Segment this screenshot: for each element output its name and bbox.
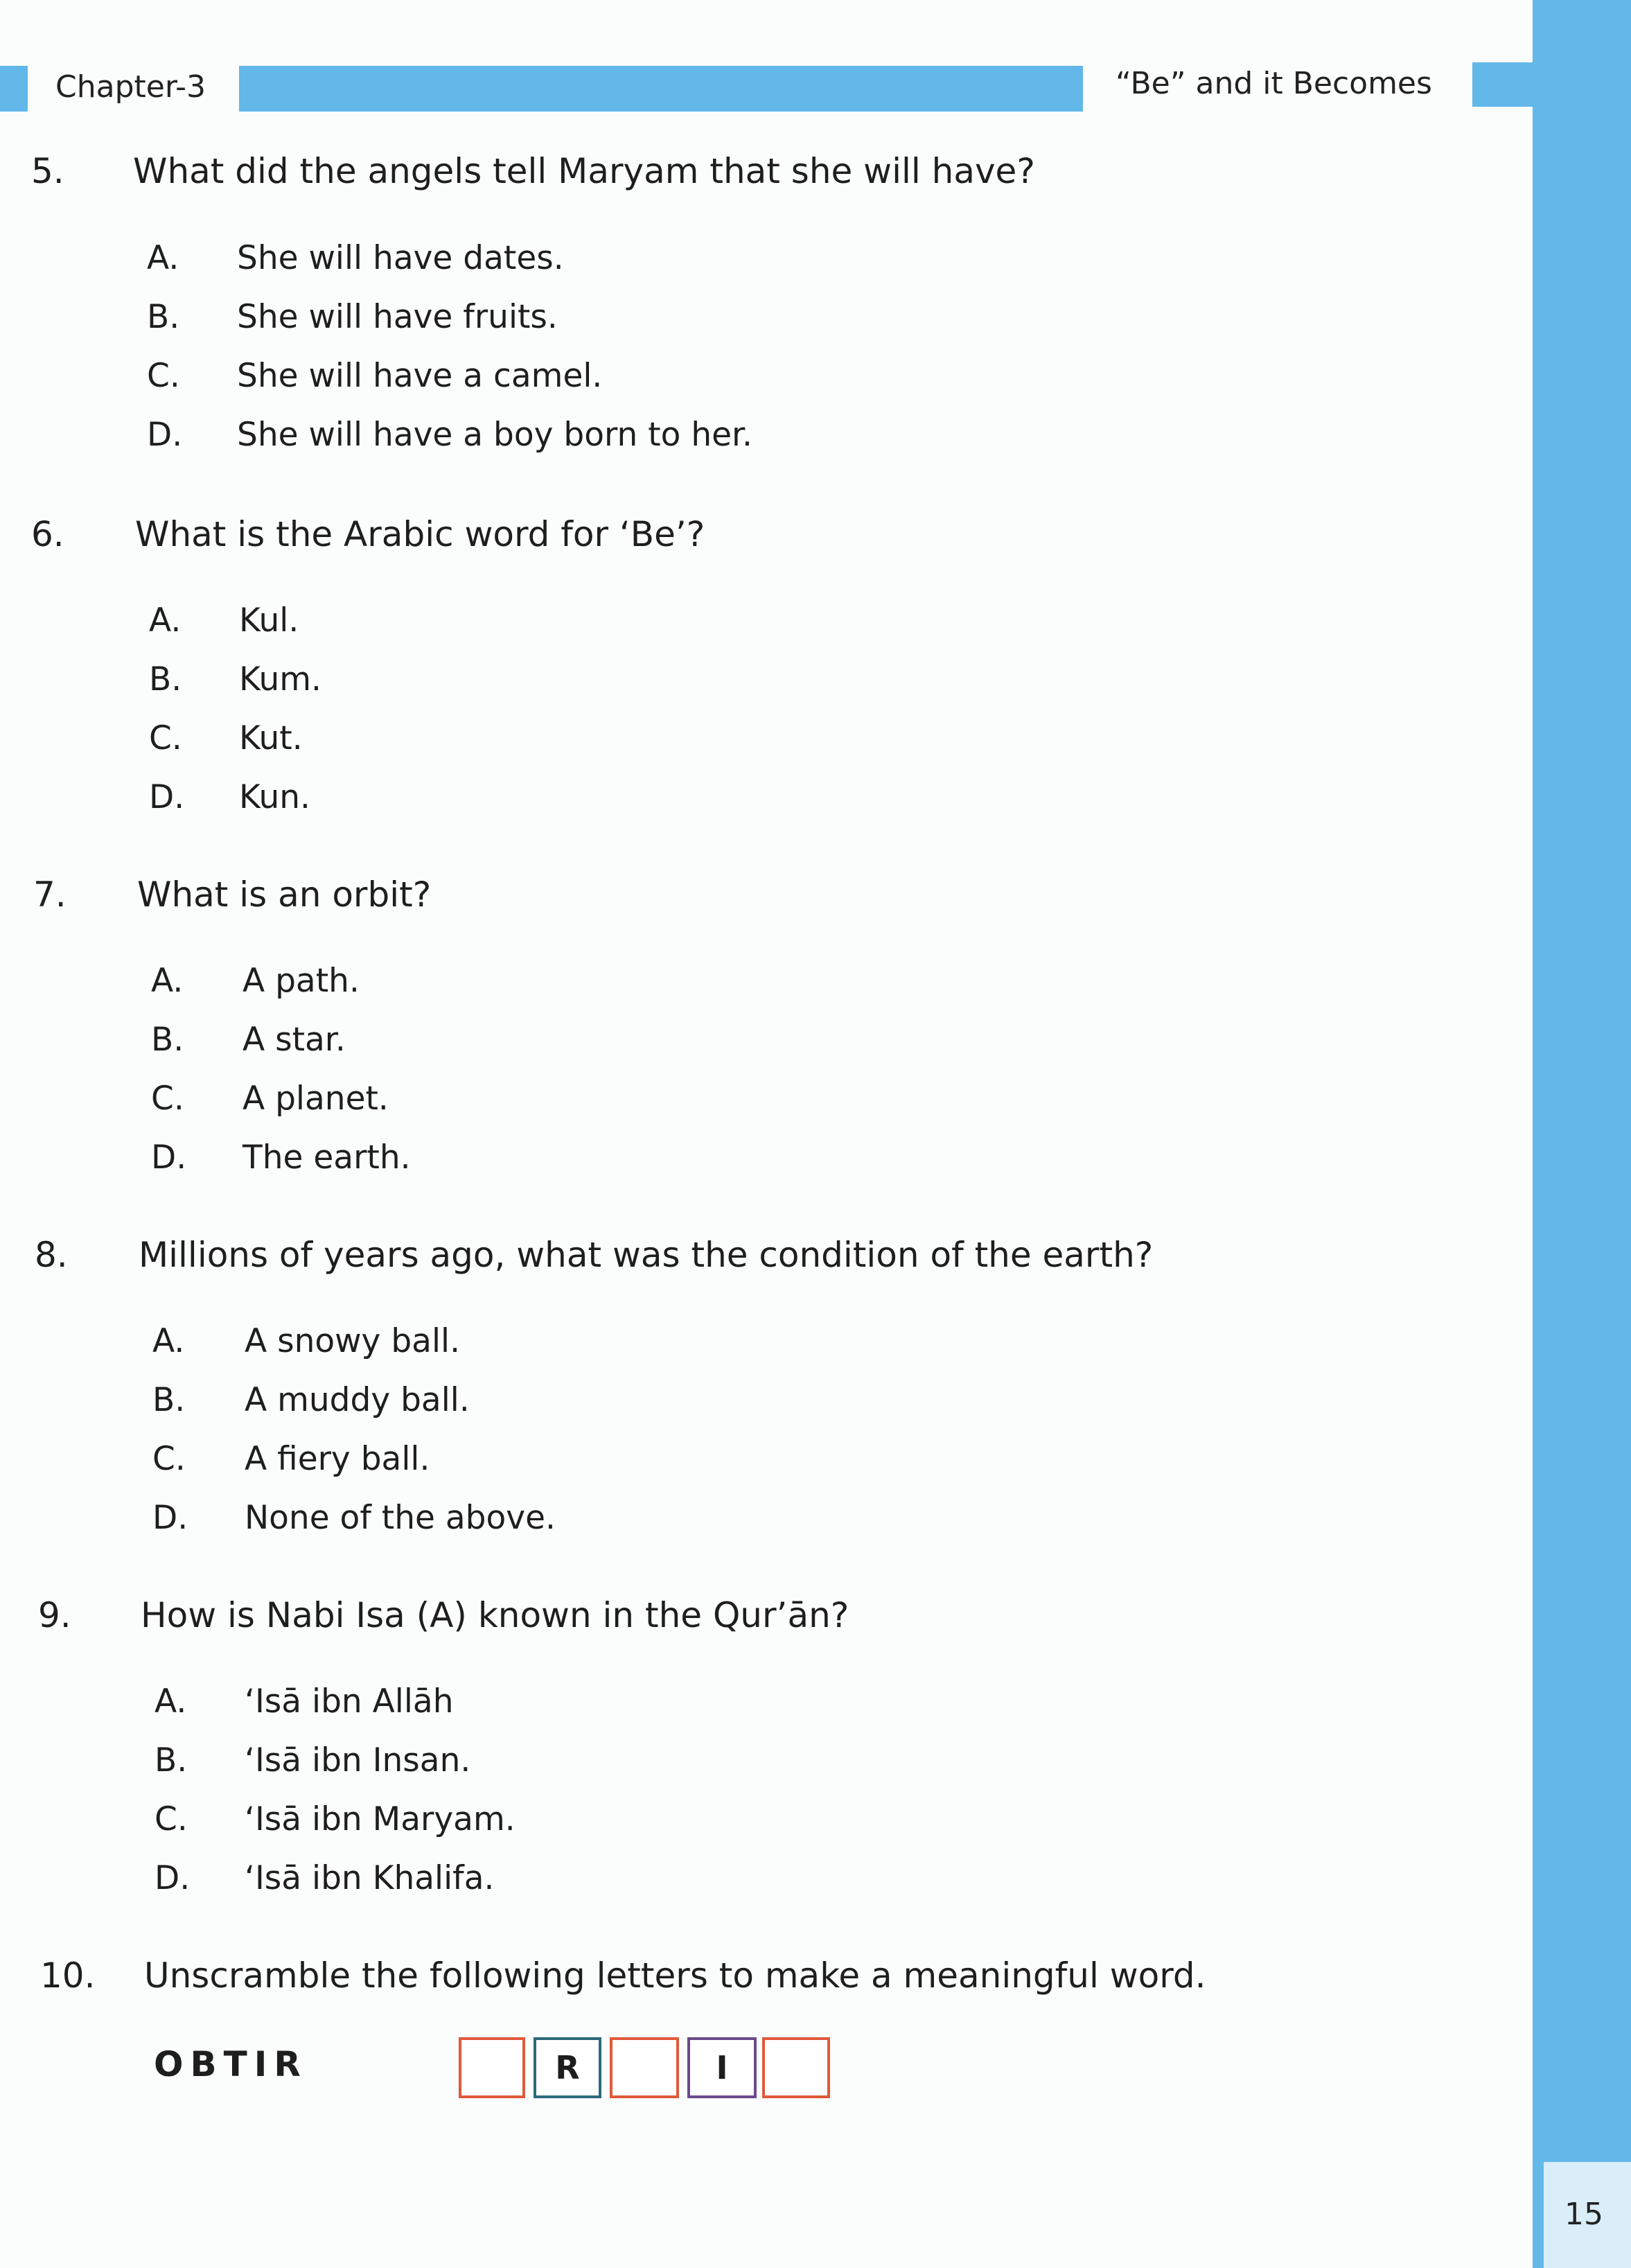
option-letter: D. <box>155 1859 191 1897</box>
option-text: Kum. <box>239 660 321 698</box>
question-number: 7. <box>33 874 67 915</box>
question-number: 5. <box>31 151 64 191</box>
answer-box[interactable]: R <box>534 2037 601 2098</box>
option-letter: B. <box>147 298 180 336</box>
header-bar-left <box>0 66 28 112</box>
option-letter: D. <box>147 416 183 454</box>
option-letter: D. <box>152 1499 188 1537</box>
option-text: Kut. <box>239 719 303 757</box>
option-text: She will have a camel. <box>237 357 603 395</box>
option-letter: C. <box>155 1800 188 1838</box>
answer-box[interactable] <box>459 2037 525 2098</box>
option-text: A snowy ball. <box>245 1322 461 1360</box>
option-letter: C. <box>152 1440 186 1478</box>
question-text: What is the Arabic word for ‘Be’? <box>135 514 705 554</box>
option-text: She will have dates. <box>237 239 564 277</box>
option-letter: B. <box>151 1021 184 1059</box>
answer-box[interactable] <box>762 2037 830 2098</box>
option-letter: C. <box>149 719 182 757</box>
answer-box[interactable]: I <box>687 2037 757 2098</box>
option-text: She will have fruits. <box>237 298 558 336</box>
option-text: A fiery ball. <box>245 1440 430 1478</box>
option-text: ‘Isā ibn Maryam. <box>245 1800 515 1838</box>
option-letter: A. <box>155 1682 187 1721</box>
option-text: She will have a boy born to her. <box>237 416 752 454</box>
chapter-title: “Be” and it Becomes <box>1116 66 1432 101</box>
header-bar-right <box>1472 62 1535 107</box>
option-text: Kul. <box>239 601 299 640</box>
question-text: What did the angels tell Maryam that she will have? <box>133 151 1035 191</box>
scrambled-letters: OBTIR <box>154 2044 308 2084</box>
chapter-label: Chapter-3 <box>55 69 206 105</box>
option-text: ‘Isā ibn Allāh <box>245 1682 454 1721</box>
option-letter: A. <box>151 962 184 1000</box>
option-letter: B. <box>149 660 182 698</box>
question-number: 6. <box>31 514 64 554</box>
option-letter: A. <box>147 239 179 277</box>
question-text: Millions of years ago, what was the condition of the earth? <box>139 1235 1154 1275</box>
option-text: ‘Isā ibn Insan. <box>245 1741 471 1779</box>
right-margin-band <box>1533 0 1631 2268</box>
option-text: A star. <box>243 1021 346 1059</box>
option-letter: C. <box>151 1080 184 1118</box>
option-text: A muddy ball. <box>245 1381 470 1419</box>
option-text: A path. <box>243 962 360 1000</box>
header-bar-middle <box>239 66 1083 112</box>
answer-box[interactable] <box>610 2037 679 2098</box>
option-letter: D. <box>149 778 185 816</box>
question-number: 9. <box>38 1595 71 1635</box>
option-text: The earth. <box>243 1139 411 1177</box>
question-text: How is Nabi Isa (A) known in the Qur’ān? <box>141 1595 849 1635</box>
question-text: Unscramble the following letters to make a meaningful word. <box>144 1955 1206 1996</box>
option-text: Kun. <box>239 778 310 816</box>
option-letter: D. <box>151 1139 187 1177</box>
option-letter: A. <box>152 1322 185 1360</box>
option-text: A planet. <box>243 1080 389 1118</box>
option-text: None of the above. <box>245 1499 556 1537</box>
option-letter: B. <box>155 1741 188 1779</box>
question-text: What is an orbit? <box>137 874 432 915</box>
option-letter: B. <box>152 1381 186 1419</box>
option-letter: A. <box>149 601 182 640</box>
option-letter: C. <box>147 357 180 395</box>
question-number: 10. <box>40 1955 96 1996</box>
question-number: 8. <box>35 1235 68 1275</box>
page-number: 15 <box>1564 2197 1603 2232</box>
option-text: ‘Isā ibn Khalifa. <box>245 1859 495 1897</box>
